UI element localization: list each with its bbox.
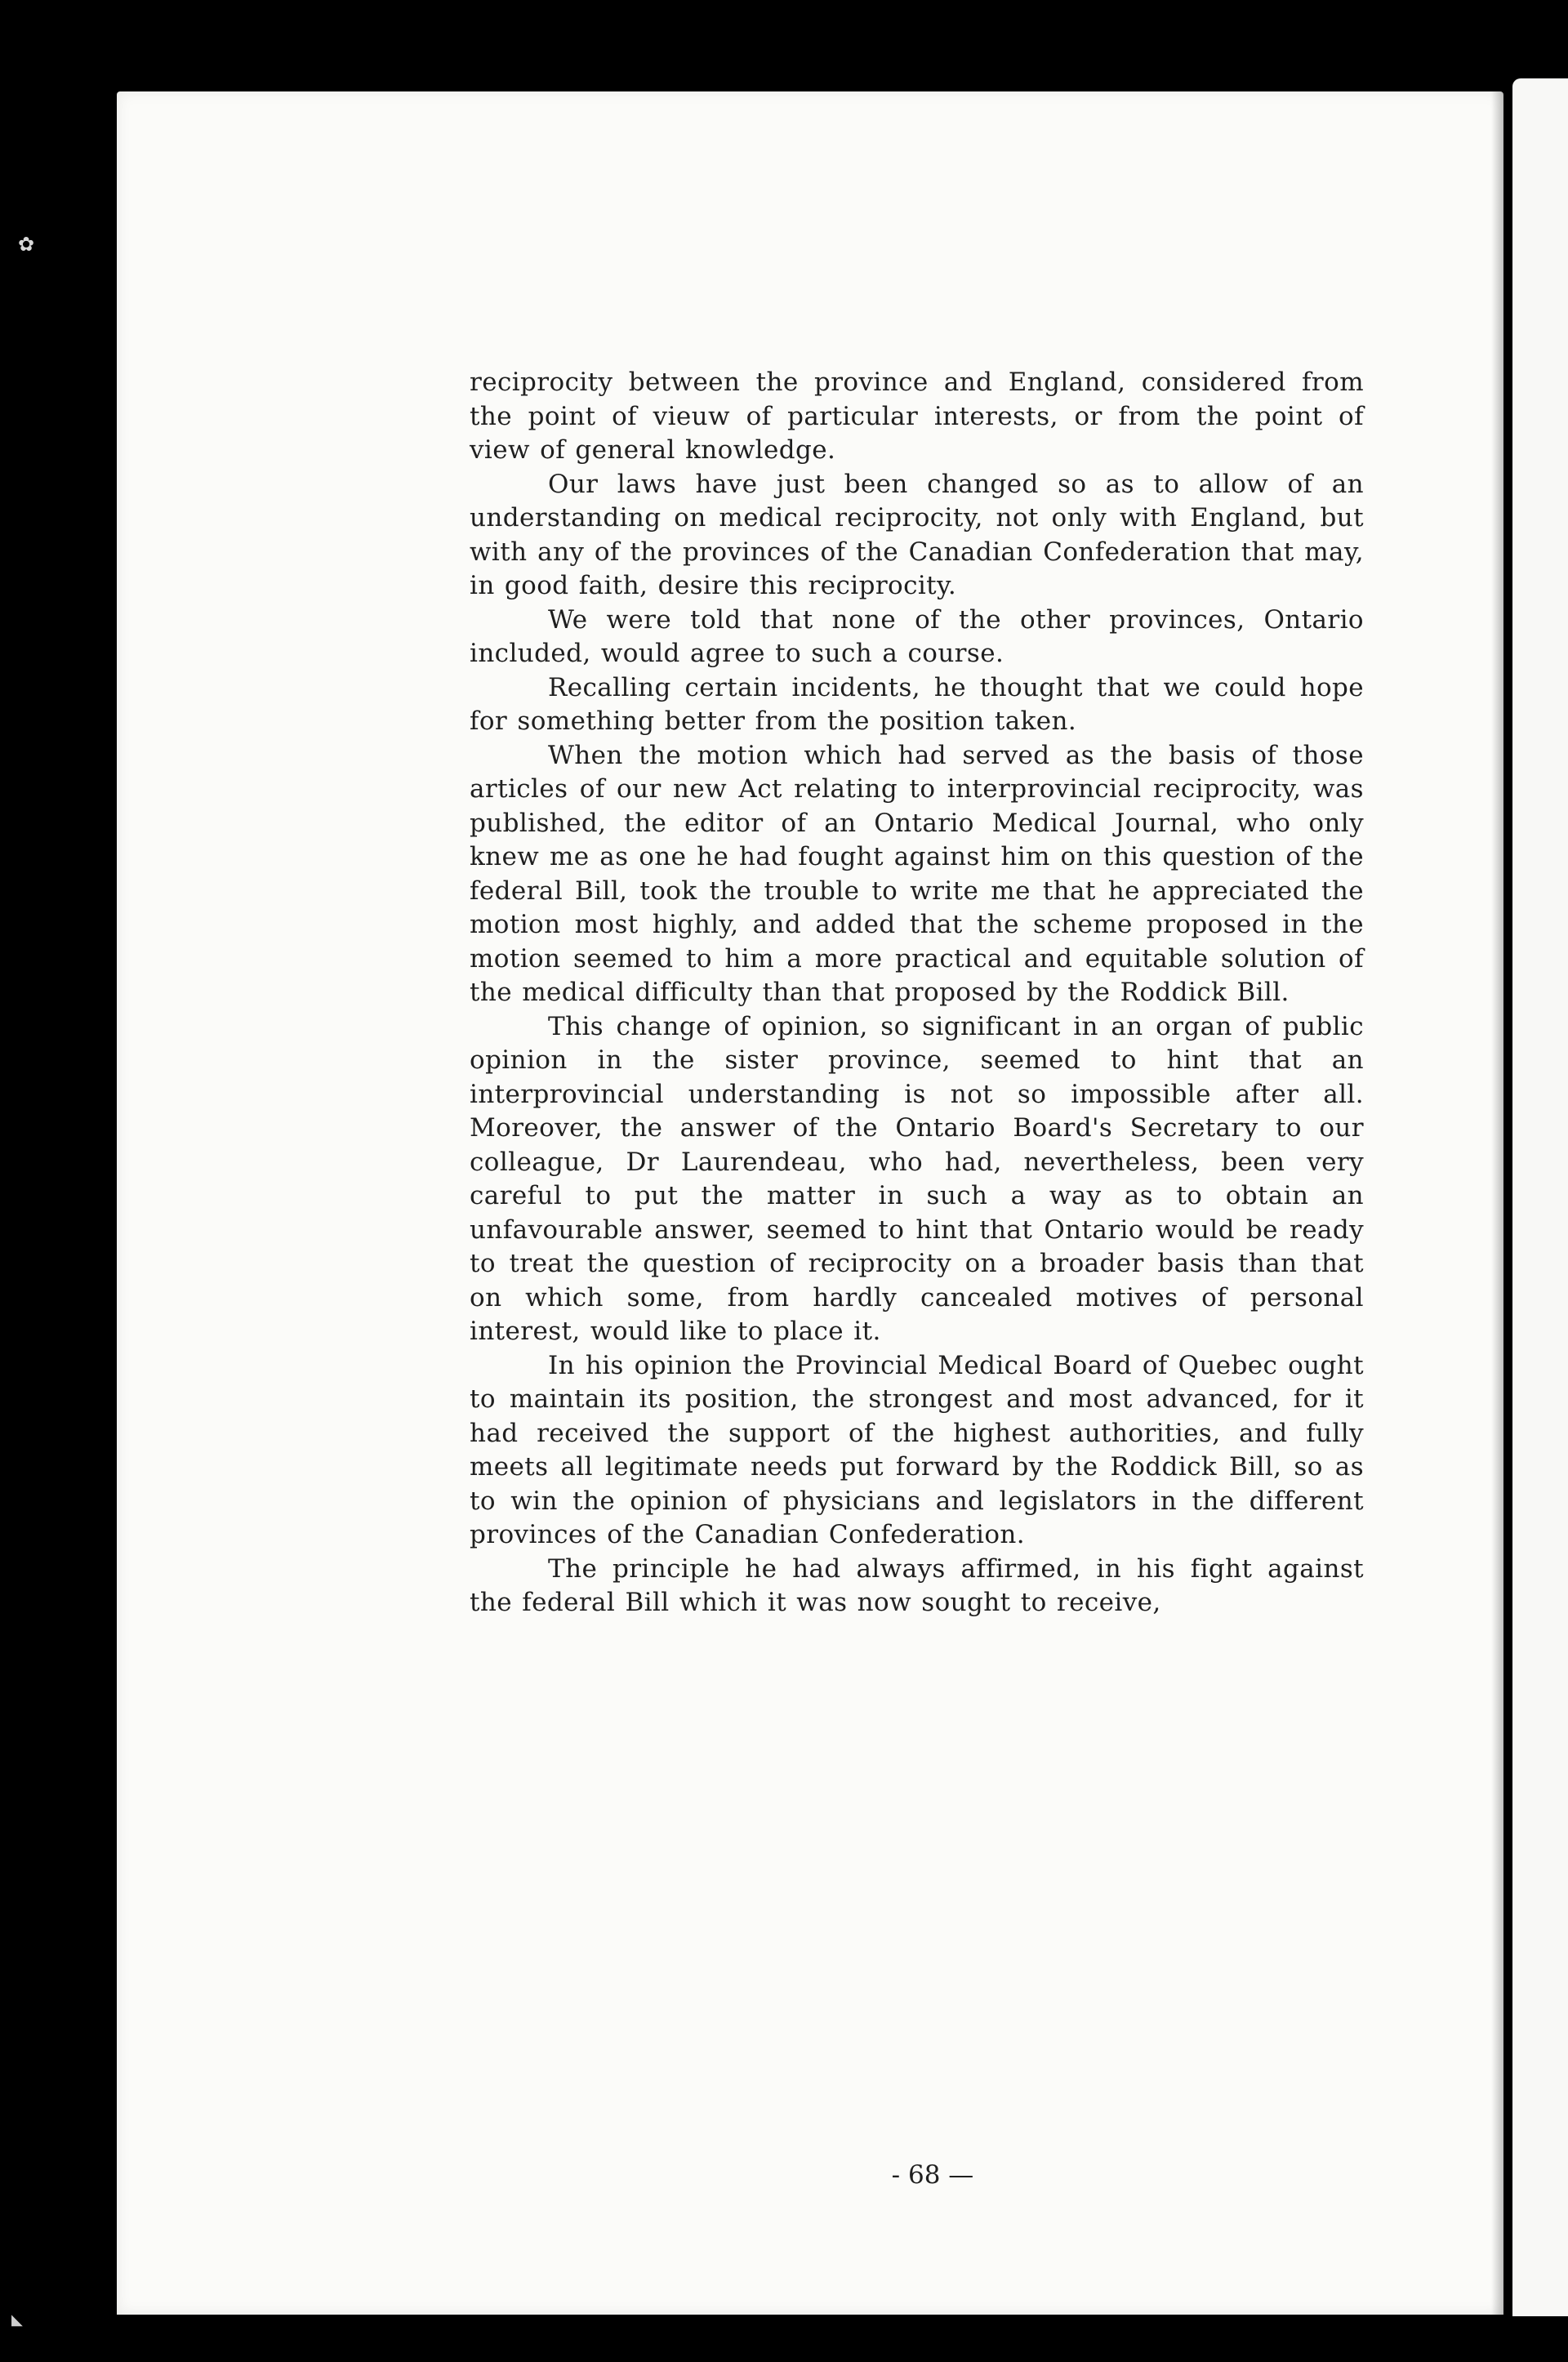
paragraph: This change of opinion, so significant in an organ of public opinion in the sister province, seemed to hint that an interprovincial understanding is not so impossible after all. Moreover, the answer of the Ontario Board's Secretary to our colleague, Dr Laurendeau, who had, nevertheless, been very careful to put the matter in such a way as to obtain an unfavourable answer, seemed to hint that Ontario would be ready to treat the question of reciprocity on a broader basis than that on which some, from hardly cancealed motives of personal interest, would like to place it. <box>470 1011 1364 1346</box>
paragraph: Recalling certain incidents, he thought that we could hope for something better from the position taken. <box>470 672 1364 736</box>
body-text <box>470 366 1364 1620</box>
scan-speck-icon: ✿ <box>18 233 35 256</box>
gutter-shadow <box>1491 91 1511 2315</box>
adjacent-page-edge <box>1512 78 1568 2316</box>
page-number: - 68 — <box>891 2160 974 2190</box>
paragraph: Our laws have just been changed so as to allow of an understanding on medical reciprocity, not only with England, but with any of the provinces of the Canadian Confederation that may, in good faith, desire this reciprocity. <box>470 469 1364 600</box>
scan-speck-icon: ◣ <box>11 2311 23 2329</box>
paragraph: reciprocity between the province and England, considered from the point of vieuw of particular interests, or from the point of view of general knowledge. <box>470 368 1364 465</box>
paragraph: We were told that none of the other provinces, Ontario included, would agree to such a course. <box>470 604 1364 668</box>
paragraph: When the motion which had served as the basis of those articles of our new Act relating to interprovincial reciprocity, was published, the editor of an Ontario Medical Journal, who only knew me as one he had fought against him on this question of the federal Bill, took the trouble to write me that he appreciated the motion most highly, and added that the scheme proposed in the motion seemed to him a more practical and equitable solution of the medical difficulty than that proposed by the Roddick Bill. <box>470 740 1364 1007</box>
paragraph: In his opinion the Provincial Medical Board of Quebec ought to maintain its position, the strongest and most advanced, for it had received the support of the highest authorities, and fully meets all legitimate needs put forward by the Roddick Bill, so as to win the opinion of physicians and legislators in the different provinces of the Canadian Confederation. <box>470 1350 1364 1549</box>
paragraph: The principle he had always affirmed, in his fight against the federal Bill which it was now sought to receive, <box>470 1553 1364 1617</box>
